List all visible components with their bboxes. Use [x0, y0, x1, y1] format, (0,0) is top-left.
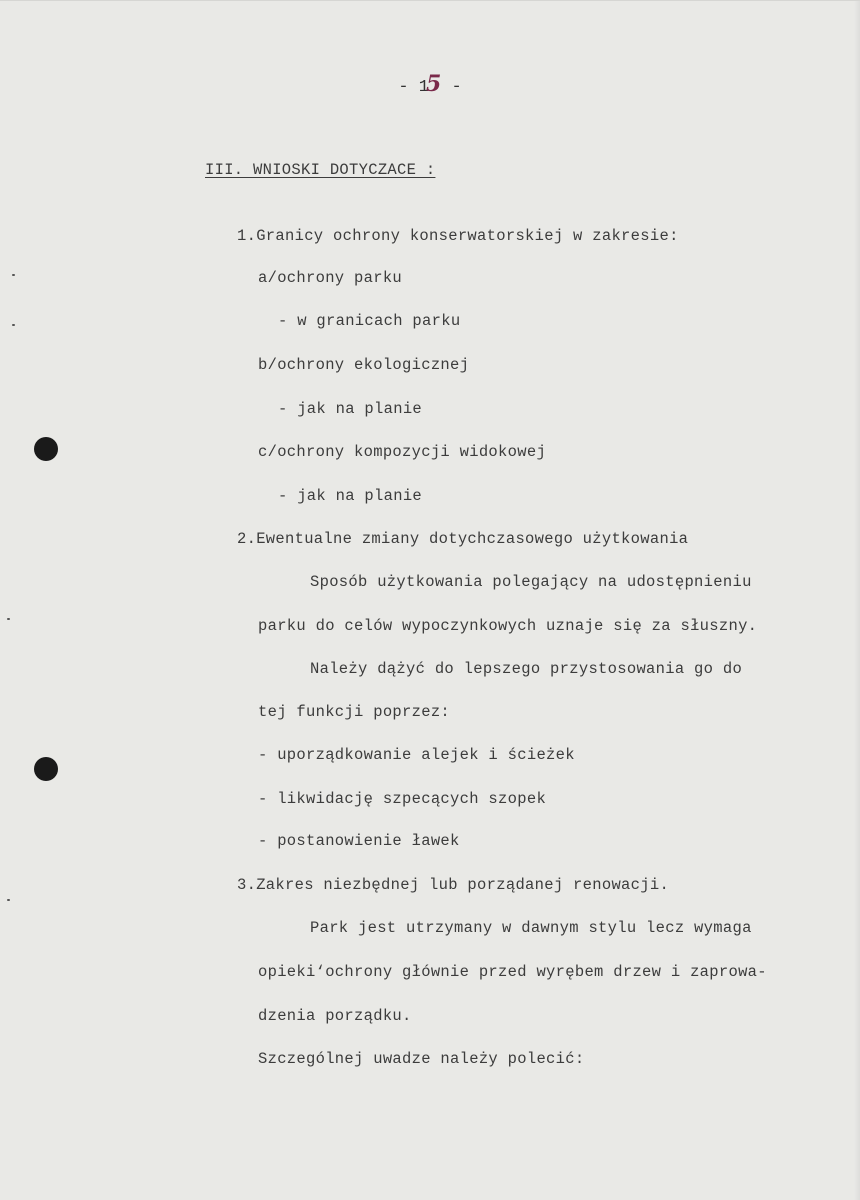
item-1b-detail: - jak na planie — [278, 400, 423, 418]
page-number-handwritten: 5 — [425, 71, 442, 97]
item-2-paragraph-line-4: tej funkcji poprzez: — [258, 703, 451, 721]
punch-hole-bottom — [34, 757, 58, 781]
item-1-title: 1.Granicy ochrony konserwatorskiej w zakresie: — [237, 227, 679, 245]
paper-speck — [12, 324, 15, 326]
item-2-title: 2.Ewentualne zmiany dotychczasowego użytkowania — [237, 530, 689, 548]
item-2-paragraph-line-3: Należy dążyć do lepszego przystosowania go do — [310, 660, 743, 678]
section-heading: III. WNIOSKI DOTYCZACE : — [205, 161, 436, 179]
item-3-paragraph-line-1: Park jest utrzymany w dawnym stylu lecz wymaga — [310, 919, 752, 937]
item-1c-detail: - jak na planie — [278, 487, 423, 505]
item-3-paragraph-line-2: opieki‘ochrony głównie przed wyrębem drzew i zaprowa- — [258, 963, 767, 981]
item-2-bullet-1: - uporządkowanie alejek i ścieżek — [258, 746, 575, 764]
item-3-paragraph-line-3: dzenia porządku. — [258, 1007, 412, 1025]
paper-speck — [7, 899, 10, 901]
item-3-title: 3.Zakres niezbędnej lub porządanej renowacji. — [237, 876, 670, 894]
item-2-paragraph-line-1: Sposób użytkowania polegający na udostępnieniu — [310, 573, 752, 591]
item-1c: c/ochrony kompozycji widokowej — [258, 443, 547, 461]
page-number-typed: 1 — [418, 78, 429, 97]
item-2-bullet-2: - likwidację szpecących szopek — [258, 790, 547, 808]
item-2-paragraph-line-2: parku do celów wypoczynkowych uznaje się za słuszny. — [258, 617, 758, 635]
item-3-paragraph-line-4: Szczególnej uwadze należy polecić: — [258, 1050, 585, 1068]
item-1a-detail: - w granicach parku — [278, 312, 461, 330]
item-1b: b/ochrony ekologicznej — [258, 356, 470, 374]
page-number-prefix: - — [398, 78, 419, 97]
paper-speck — [12, 274, 15, 276]
page-number — [0, 71, 860, 97]
punch-hole-top — [34, 437, 58, 461]
item-1a: a/ochrony parku — [258, 269, 403, 287]
item-2-bullet-3: - postanowienie ławek — [258, 832, 460, 850]
page-number-suffix: - — [441, 78, 462, 97]
paper-speck — [7, 618, 10, 620]
